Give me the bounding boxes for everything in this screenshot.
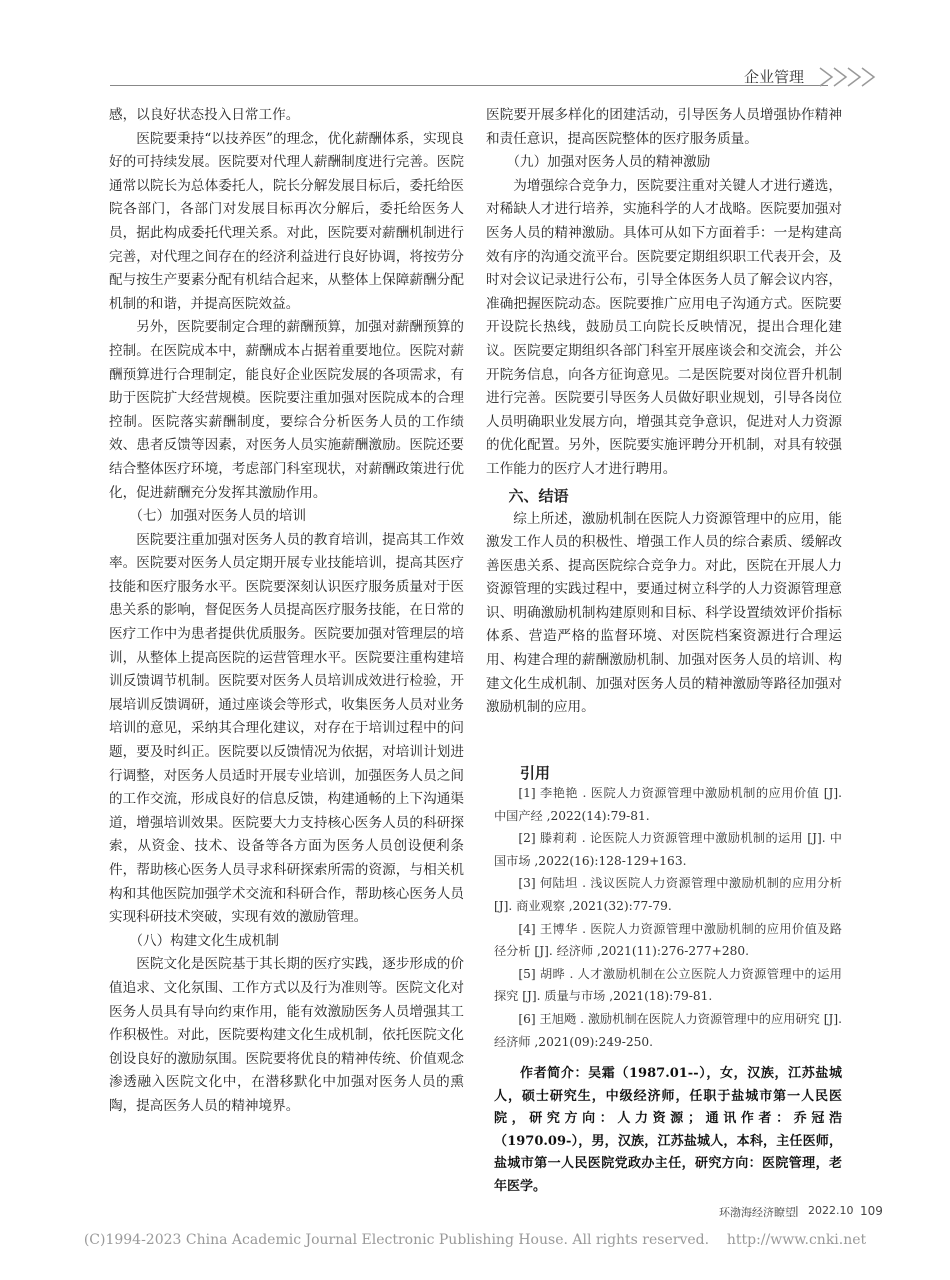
- reference-item: [6] 王旭飏 . 激励机制在医院人力资源管理中的应用研究 [J]. 经济师 ,2021(09):249-250.: [494, 1011, 842, 1049]
- subheading-9: （九）加强对医务人员的精神激励: [506, 154, 711, 171]
- left-column: [109, 104, 464, 1119]
- reference-item: [1] 李艳艳 . 医院人力资源管理中激励机制的应用价值 [J]. 中国产经 ,2022(14):79-81.: [494, 786, 842, 823]
- paragraph: 医院要注重加强对医务人员的教育培训，提高其工作效率。医院要对医务人员定期开展专业技能培训，提高其医疗技能和医疗服务水平。医院要深刻认识医疗服务质量对于医患关系的影响，督促医务人员提高医疗服务技能，在日常的医疗工作中为患者提供优质服务。医院要加强对管理层的培训，从整体上提高医院的运营管理水平。医院要注重构建培训反馈调节机制。医院要对医务人员培训成效进行检验，开展培训反馈调研，通过座谈会等形式，收集医务人员对业务培训的意见，采纳其合理化建议，对存在于培训过程中的问题，要及时纠正。医院要以反馈情况为依据，对培训计划进行调整，对医务人员适时开展专业培训，加强医务人员之间的工作交流，形成良好的信息反馈，构建通畅的上下沟通渠道，增强培训效果。医院要大力支持核心医务人员的科研探索，从资金、技术、设备等各方面为医务人员创设便利条件，帮助核心医务人员寻求科研探索所需的资源，与相关机构和其他医院加强学术交流和科研合作，帮助核心医务人员实现科研技术突破，实现有效的激励管理。: [109, 531, 464, 926]
- paragraph: 感，以良好状态投入日常工作。: [109, 107, 300, 123]
- footer-date: 2022.10: [808, 1204, 854, 1217]
- section-heading-conclusion: 六、结语: [508, 486, 569, 505]
- reference-item: [5] 胡晔 . 人才激励机制在公立医院人力资源管理中的运用探究 [J]. 质量与市场 ,2021(18):79-81.: [494, 966, 842, 1004]
- paragraph: 综上所述，激励机制在医院人力资源管理中的应用，能激发工作人员的积极性、增强工作人员的综合素质、缓解改善医患关系、提高医院综合竞争力。对此，医院在开展人力资源管理的实践过程中，要通过树立科学的人力资源管理意识、明确激励机制构建原则和目标、科学设置绩效评价指标体系、营造严格的监督环境、对医院档案资源进行合理运用、构建合理的薪酬激励机制、加强对医务人员的培训、构建文化生成机制、加强对医务人员的精神激励等路径加强对激励机制的应用。: [486, 510, 842, 716]
- page-number: 109: [860, 1204, 883, 1218]
- references-title: 引用: [520, 764, 551, 782]
- section-title: 企业管理: [744, 68, 805, 86]
- footer-separator: |: [795, 1204, 799, 1217]
- header-rule: [110, 85, 828, 86]
- reference-item: [3] 何陆坦 . 浅议医院人力资源管理中激励机制的应用分析 [J]. 商业观察 ,2021(32):77-79.: [494, 876, 842, 913]
- author-bio: 作者简介：吴霜（1987.01--），女，汉族，江苏盐城人，硕士研究生，中级经济师，任职于盐城市第一人民医院，研究方向：人力资源；通讯作者：乔冠浩（1970.09-），男，汉族，江苏盐城人，本科，主任医师，盐城市第一人民医院党政办主任，研究方向：医院管理，老年医学。: [494, 1066, 842, 1194]
- paragraph: 另外，医院要制定合理的薪酬预算，加强对薪酬预算的控制。在医院成本中，薪酬成本占据着重要地位。医院对薪酬预算进行合理制定，能良好企业医院发展的各项需求，有助于医院扩大经营规模。医院要注重加强对医院成本的合理控制。医院落实薪酬制度，要综合分析医务人员的工作绩效、患者反馈等因素，对医务人员实施薪酬激励。医院还要结合整体医疗环境，考虑部门科室现状，对薪酬政策进行优化，促进薪酬充分发挥其激励作用。: [109, 319, 464, 501]
- paragraph: 医院要秉持“以技养医”的理念，优化薪酬体系，实现良好的可持续发展。医院要对代理人薪酬制度进行完善。医院通常以院长为总体委托人，院长分解发展目标后，委托给医院各部门，各部门对发展目标再次分解后，委托给医务人员，据此构成委托代理关系。对此，医院要对薪酬机制进行完善，对代理之间存在的经济利益进行良好协调，将按劳分配与按生产要素分配有机结合起来，从整体上保障薪酬分配机制的和谐，并提高医院效益。: [109, 130, 464, 312]
- subheading-7: （七）加强对医务人员的培训: [129, 508, 307, 525]
- reference-item: [4] 王博华 . 医院人力资源管理中激励机制的应用价值及路径分析 [J]. 经济师 ,2021(11):276-277+280.: [494, 921, 842, 959]
- chevron-arrows-icon: [818, 66, 882, 88]
- paragraph: 医院文化是医院基于其长期的医疗实践，逐步形成的价值追求、文化氛围、工作方式以及行为准则等。医院文化对医务人员具有导向约束作用，能有效激励医务人员增强其工作积极性。对此，医院要构建文化生成机制，依托医院文化创设良好的激励氛围。医院要将优良的精神传统、价值观念渗透融入医院文化中，在潜移默化中加强对医务人员的熏陶，提高医务人员的精神境界。: [109, 956, 464, 1114]
- reference-item: [2] 滕莉莉 . 论医院人力资源管理中激励机制的运用 [J]. 中国市场 ,2022(16):128-129+163.: [494, 831, 842, 868]
- subheading-8: （八）构建文化生成机制: [129, 932, 279, 949]
- references-list: [494, 782, 842, 1053]
- paragraph: 为增强综合竞争力，医院要注重对关键人才进行遴选，对稀缺人才进行培养，实施科学的人才战略。医院要加强对医务人员的精神激励。具体可从如下方面着手：一是构建高效有序的沟通交流平台。医院要定期组织职工代表开会，及时对会议记录进行公布，引导全体医务人员了解会议内容，准确把握医院动态。医院要推广应用电子沟通方式。医院要开设院长热线，鼓励员工向院长反映情况，提出合理化建议。医院要定期组织各部门科室开展座谈会和交流会，并公开院务信息，向各方征询意见。二是医院要对岗位晋升机制进行完善。医院要引导医务人员做好职业规划，引导各岗位人员明确职业发展方向，增强其竞争意识，促进对人力资源的优化配置。另外，医院要实施评聘分开机制，对具有较强工作能力的医疗人才进行聘用。: [486, 177, 842, 477]
- right-column: [486, 104, 842, 720]
- paragraph: 医院要开展多样化的团建活动，引导医务人员增强协作精神和责任意识，提高医院整体的医疗服务质量。: [486, 107, 842, 147]
- copyright-notice: (C)1994-2023 China Academic Journal Electronic Publishing House. All rights reserved. http://www.cnki.net: [83, 1232, 867, 1248]
- footer-journal: 环渤海经济瞭望: [719, 1206, 796, 1219]
